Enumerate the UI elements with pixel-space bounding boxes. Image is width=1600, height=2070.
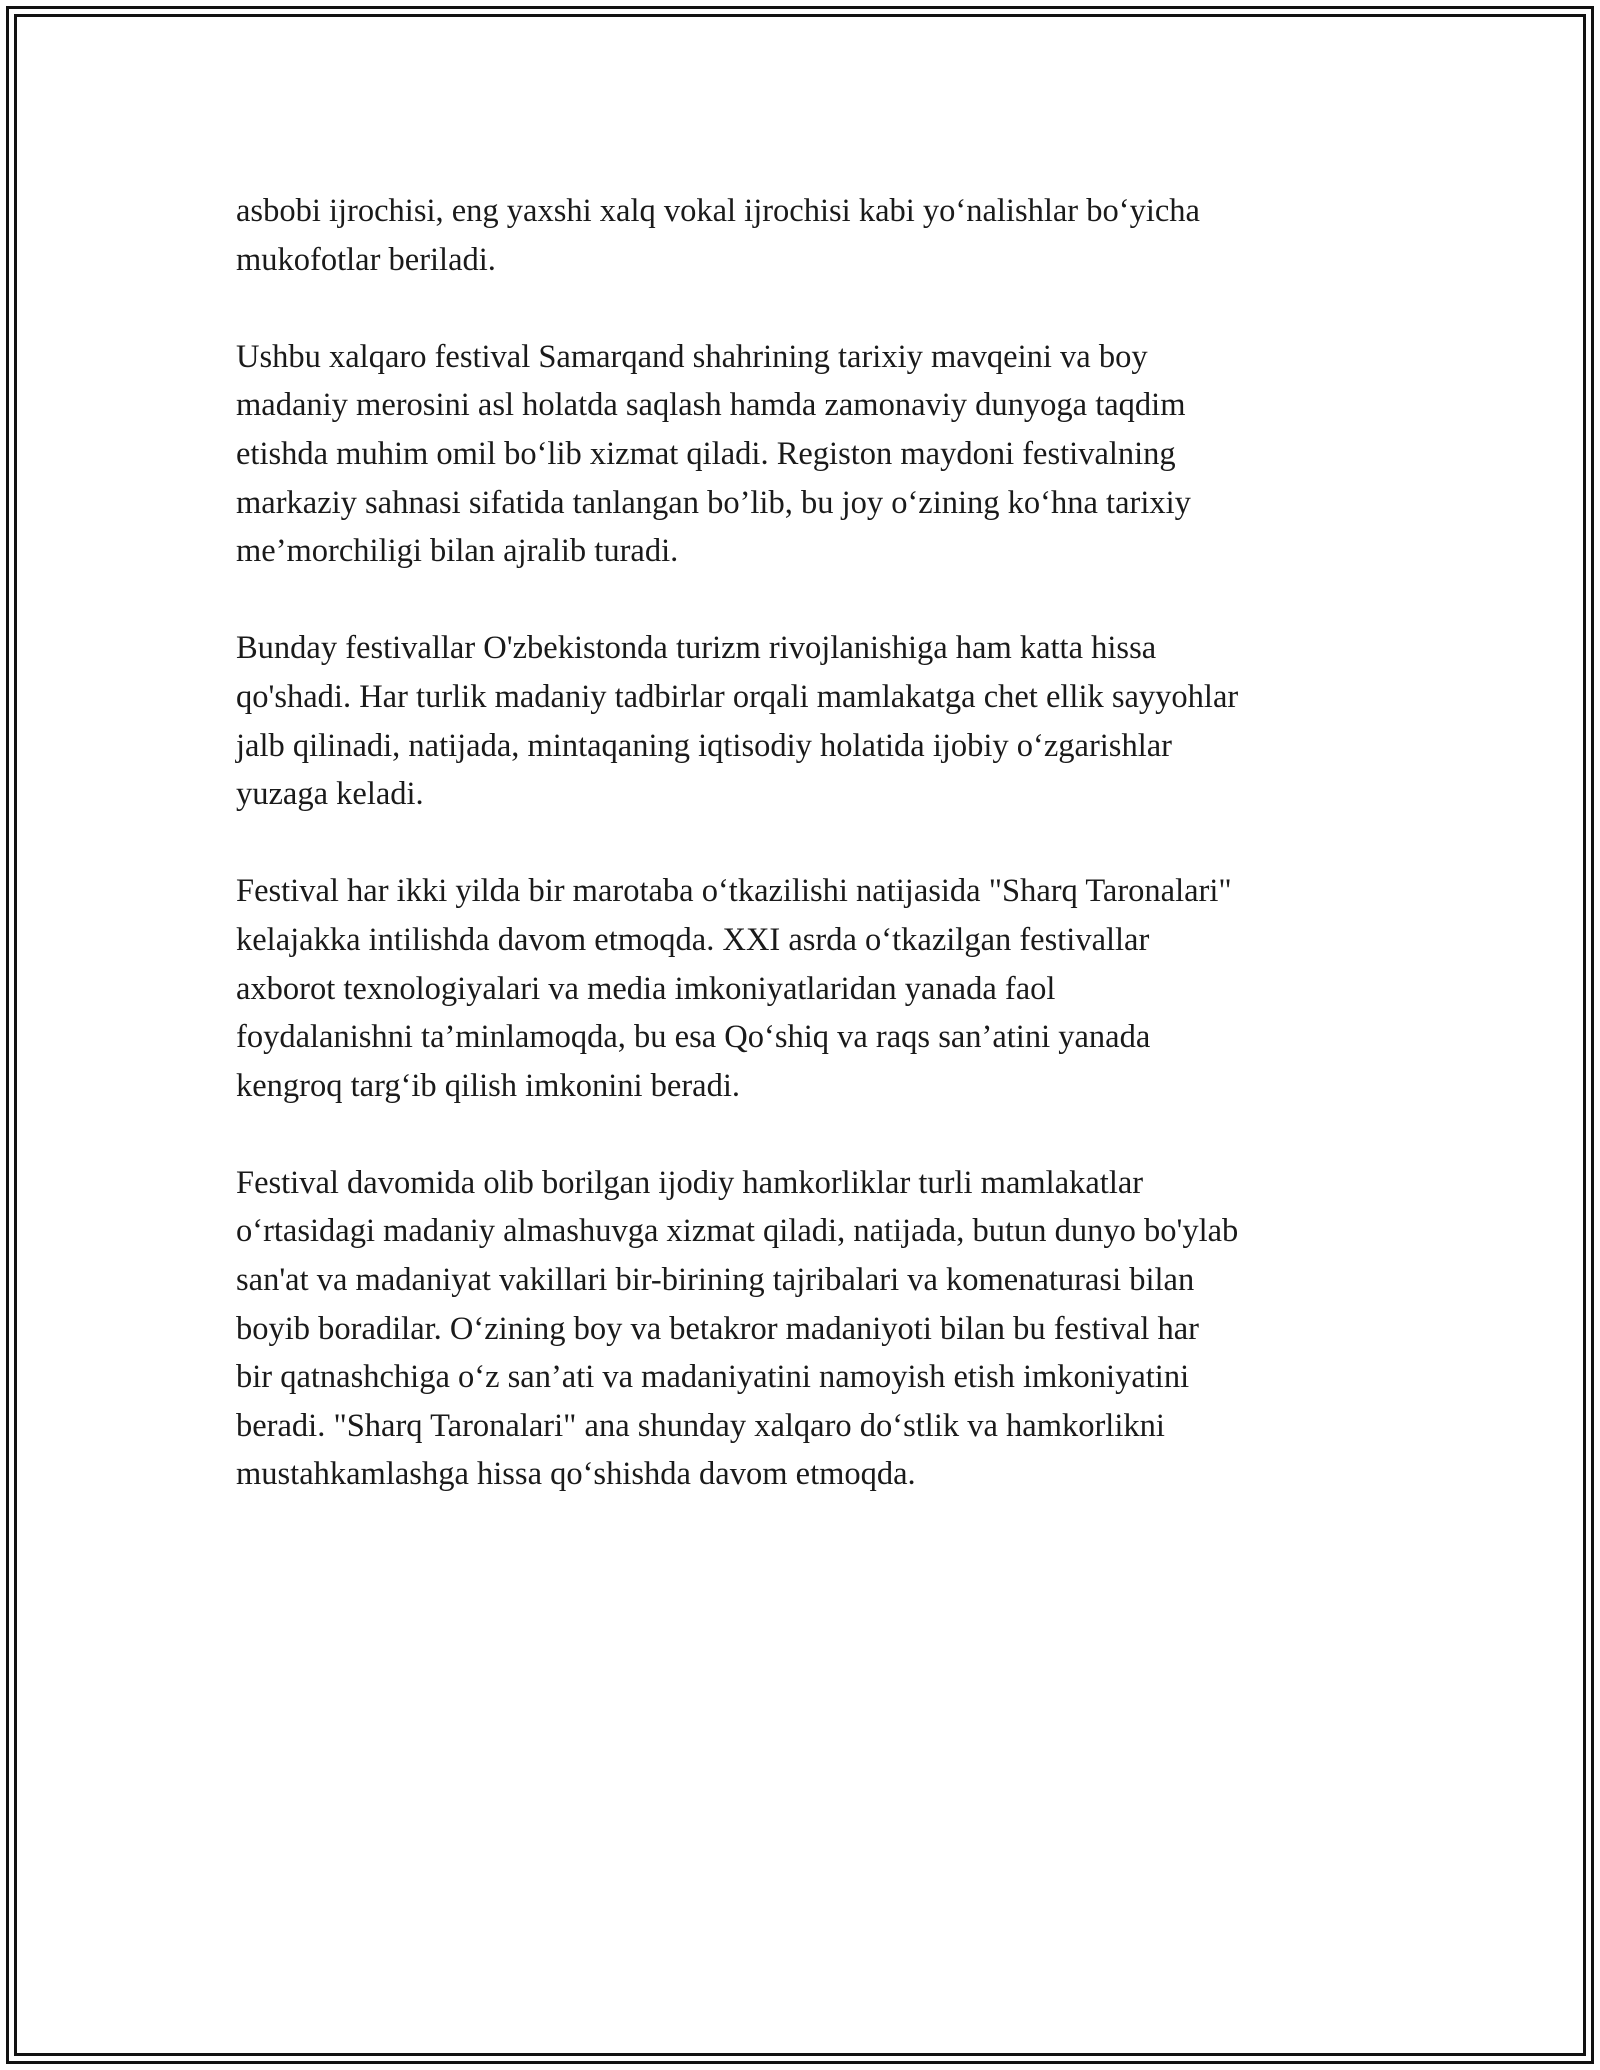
- text-line: kelajakka intilishda davom etmoqda. XXI asrda o‘tkazilgan festivallar: [236, 921, 1150, 958]
- text-line: Festival davomida olib borilgan ijodiy hamkorliklar turli mamlakatlar: [236, 1164, 1144, 1201]
- paragraph-1: [236, 187, 1376, 284]
- text-line: bir qatnashchiga o‘z san’ati va madaniyatini namoyish etish imkoniyatini: [236, 1359, 1190, 1396]
- text-line: qo'shadi. Har turlik madaniy tadbirlar orqali mamlakatga chet ellik sayyohlar: [236, 678, 1239, 715]
- text-line: etishda muhim omil bo‘lib xizmat qiladi. Registon maydoni festivalning: [236, 435, 1176, 472]
- text-line: axborot texnologiyalari va media imkoniyatlaridan yanada faol: [236, 970, 1056, 1007]
- text-line: me’morchiligi bilan ajralib turadi.: [236, 533, 679, 570]
- text-line: o‘rtasidagi madaniy almashuvga xizmat qiladi, natijada, butun dunyo bo'ylab: [236, 1213, 1239, 1250]
- paragraph-4: [236, 867, 1376, 1110]
- text-line: asbobi ijrochisi, eng yaxshi xalq vokal ijrochisi kabi yo‘nalishlar bo‘yicha: [236, 193, 1200, 229]
- paragraph-3: [236, 624, 1376, 818]
- text-line: Festival har ikki yilda bir marotaba o‘tkazilishi natijasida "Sharq Taronalari": [236, 873, 1232, 910]
- text-line: beradi. "Sharq Taronalari" ana shunday xalqaro do‘stlik va hamkorlikni: [236, 1407, 1165, 1444]
- text-line: yuzaga keladi.: [236, 776, 424, 813]
- text-line: san'at va madaniyat vakillari bir-birining tajribalari va komenaturasi bilan: [236, 1262, 1195, 1299]
- text-line: mustahkamlashga hissa qo‘shishda davom etmoqda.: [236, 1456, 916, 1493]
- document-body: [236, 187, 1376, 1548]
- text-line: boyib boradilar. O‘zining boy va betakror madaniyoti bilan bu festival har: [236, 1310, 1200, 1347]
- text-line: foydalanishni ta’minlamoqda, bu esa Qo‘shiq va raqs san’atini yanada: [236, 1019, 1151, 1056]
- text-line: jalb qilinadi, natijada, mintaqaning iqtisodiy holatida ijobiy o‘zgarishlar: [236, 727, 1172, 764]
- text-line: madaniy merosini asl holatda saqlash hamda zamonaviy dunyoga taqdim: [236, 387, 1186, 424]
- text-line: Ushbu xalqaro festival Samarqand shahrining tarixiy mavqeini va boy: [236, 338, 1148, 375]
- text-line: kengroq targ‘ib qilish imkonini beradi.: [236, 1067, 740, 1104]
- paragraph-5: [236, 1159, 1376, 1499]
- text-line: markaziy sahnasi sifatida tanlangan bo’lib, bu joy o‘zining ko‘hna tarixiy: [236, 484, 1191, 521]
- text-line: Bunday festivallar O'zbekistonda turizm rivojlanishiga ham katta hissa: [236, 630, 1157, 667]
- paragraph-2: [236, 333, 1376, 576]
- text-line: mukofotlar beriladi.: [236, 241, 496, 278]
